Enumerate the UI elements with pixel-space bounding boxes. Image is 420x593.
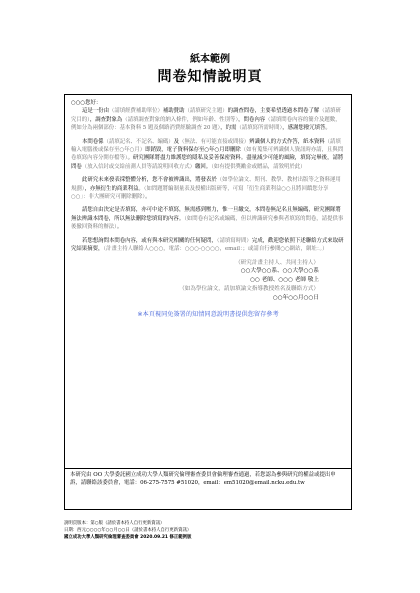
placeholder-instruction: （如學位論文、期刊、教學、教材出版等之資料運用規劃） <box>71 177 341 192</box>
ethics-contact-text: 本研究由 OO 大學委託國立成功大學人類研究倫理審查委員會倫理審查通過，若您認為參與研究的權益或提出申訴，請聯絡該委員會，電話：06-275-7575 #51020，email：em51020@email.ncku.edu.tw <box>70 472 336 487</box>
placeholder-instruction: （無法、有可能直接或間接） <box>179 138 250 145</box>
paragraph-contact <box>71 237 345 254</box>
body-text: 辨識個人的方式作答，紙本資料 <box>249 138 325 145</box>
signature-line: （研究計畫主持人、共同主持人） <box>235 259 319 266</box>
body-text: 。 <box>116 224 123 231</box>
placeholder-instruction: （請填研究主題） <box>184 108 228 115</box>
page-subtitle: 紙本範例 <box>190 54 230 65</box>
body-text: 及 <box>173 138 180 145</box>
placeholder-instruction: （請填輸入電腦後或保存至○年○月） <box>71 138 341 154</box>
body-text: 繳回。 <box>195 163 212 170</box>
signature-block <box>71 259 345 303</box>
placeholder-instruction: （請填研究目的） <box>71 108 341 123</box>
placeholder-instruction: （請填寫時間） <box>216 237 252 244</box>
paragraph-privacy <box>71 138 345 172</box>
signature-line: ○○ 老師、○○○ 老師 敬上 <box>250 277 319 284</box>
placeholder-instruction: ；或請自行參閱○○網站，網址： <box>242 246 320 253</box>
signature-line: ○○大學○○系、○○大學○○系 <box>240 268 319 275</box>
body-text: 完成，歡迎您依照下述聯絡方式來取研究結果摘要， <box>71 237 344 253</box>
signature-line: ○○年○○月○○日 <box>272 294 319 301</box>
paragraph-voluntary <box>71 206 345 231</box>
body-text: 本問卷係 <box>82 138 104 145</box>
page-title: 問卷知情說明頁 <box>157 69 263 85</box>
placeholder-instruction: （如有提供獎勵金或贈品，請敘明於此） <box>211 163 306 170</box>
signature-line: （如為學位論文，請加填論文指導教授姓名及聯絡方式） <box>179 285 319 292</box>
body-text: 請您自由決定是否填寫，亦可中途不填寫，無需感到壓力，惟一旦繳交，本問卷無記名且無編碼，研究團隊將無法辨識本問卷，所以無法刪除您填寫的內容。 <box>71 207 341 222</box>
body-text: 。 <box>145 194 151 201</box>
placeholder-instruction: （請填寫所需時間） <box>236 125 283 132</box>
body-text: ，亦無衍生的商業利益。 <box>84 185 144 192</box>
body-text: ，感謝您撥冗填答。 <box>282 125 331 132</box>
committee-line: 國立成功大學人類研究倫理審查委員會 2020.09.21 修正範例版 <box>64 534 192 540</box>
placeholder-instruction: （如問卷有記名或編碼，但以辨識研究參與者填寫的問卷，請提供事後撤回資料的辦法） <box>71 215 344 231</box>
date-line: 日期：西元○○○○年○○月○○日（請於書本持人自行更新資訊） <box>64 527 192 533</box>
body-text: 的調查問卷，主要希望透過本問卷了解 <box>227 108 320 115</box>
body-text: ，問卷內容 <box>238 116 266 123</box>
keep-copy-note: ※本頁視同免簽署的知情同意說明書提供您留存參考 <box>137 311 279 319</box>
paragraph-publication <box>71 176 345 201</box>
placeholder-instruction: （計畫主持人聯絡人○○○，電話：○○○-○○○○，email： <box>103 246 243 253</box>
body-text: ，約需 <box>220 125 237 132</box>
version-line: 說明頁版本：第○版（請於書本持人自行更新資訊） <box>64 521 165 526</box>
placeholder-instruction: （如問題將編制量表及授權出版研等，可寫「衍生商業利益○○且將回饋您分享○○」：非大團研究可刪除刪除） <box>71 185 329 201</box>
body-text: 若您想詢問本問卷內容，或有與本研究相關的任何疑問， <box>82 237 217 244</box>
placeholder-instruction: （請填問卷內容的簡介及題數，例如分為兩個部份：基本資料 5 題及個路消費經驗調查 20 題） <box>71 116 341 132</box>
body-text: ，調查對象為 <box>89 116 123 123</box>
greeting: ○○○您好： <box>71 100 102 106</box>
body-text: 此研究未來發表採整體分析，您不會被辨識出，將發表於 <box>82 177 217 184</box>
body-text: 。研究團隊將盡力維護您的隱私及妥善保密資料。盡量減少可能的風險，填寫完畢後，請將問卷 <box>71 155 344 170</box>
placeholder-instruction: （如有蒐集可辨識個人資訊時亦請，且與問卷填寫內容分開存檔等） <box>71 147 344 162</box>
paragraph-purpose <box>71 107 345 132</box>
body-text: 即銷毀，電子資料保存至○年○月即刪除 <box>145 147 241 154</box>
placeholder-instruction: 。） <box>319 246 328 253</box>
placeholder-instruction: （請填經費補助單位） <box>108 108 163 115</box>
consent-box <box>64 94 352 510</box>
placeholder-instruction: （放入信封或交給前測人員等請說明回收方式） <box>81 163 196 170</box>
version-meta <box>64 521 364 541</box>
placeholder-instruction: （請填記名、不記名、編碼） <box>103 138 174 145</box>
placeholder-instruction: （請填調查對象的納入條件，例如年齡、性別等） <box>122 116 239 123</box>
footer-divider <box>64 468 352 469</box>
body-text: 補助贊助 <box>162 108 185 115</box>
body-text: 這是一份由 <box>82 108 109 115</box>
